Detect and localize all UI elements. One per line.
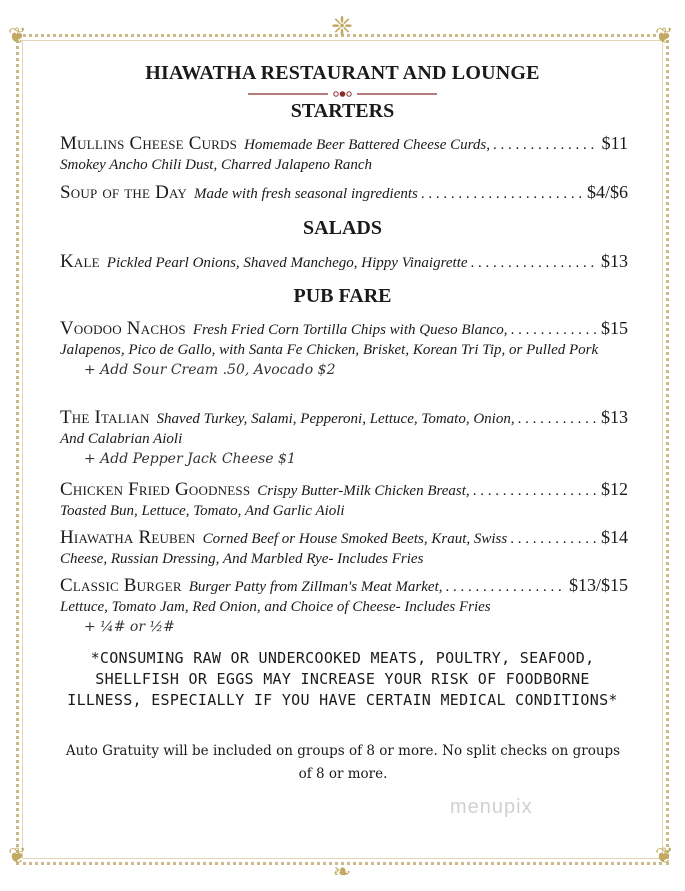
item-description: Shaved Turkey, Salami, Pepperoni, Lettuce, Tomato, Onion, (156, 411, 515, 427)
title-divider (248, 89, 437, 99)
item-price: $11 (601, 133, 628, 153)
leader-dots (493, 137, 598, 154)
item-price: $15 (601, 318, 628, 338)
item-name: Voodoo Nachos (60, 318, 186, 339)
corner-flourish-icon: ❦ (8, 24, 27, 49)
item-price: $13/$15 (568, 575, 628, 595)
leader-dots (471, 255, 597, 272)
section-pub-fare: PUB FARE (293, 285, 392, 307)
item-description: Fresh Fried Corn Tortilla Chips with Queso Blanco, (192, 322, 508, 338)
item-price: $4/$6 (586, 182, 628, 202)
item-description-cont: Smokey Ancho Chili Dust, Charred Jalapeno Ranch (60, 157, 373, 173)
item-addon: + Add Pepper Jack Cheese $1 (84, 451, 296, 467)
menu-item-voodoo-nachos (60, 318, 628, 380)
leader-dots (511, 322, 597, 339)
item-price: $14 (601, 527, 628, 547)
top-ornament-icon: ❈ (331, 12, 353, 42)
item-name: Classic Burger (60, 575, 182, 596)
item-name: Kale (60, 251, 100, 272)
item-description-cont: And Calabrian Aioli (60, 431, 183, 447)
item-description-cont: Lettuce, Tomato Jam, Red Onion, and Choice of Cheese- Includes Fries (60, 599, 491, 615)
item-description: Pickled Pearl Onions, Shaved Manchego, Hippy Vinaigrette (106, 255, 468, 271)
restaurant-title: HIAWATHA RESTAURANT AND LOUNGE (145, 62, 540, 84)
item-name: Mullins Cheese Curds (60, 133, 238, 154)
menu-item-soup (60, 182, 628, 204)
leader-dots (473, 483, 597, 500)
menu-item-the-italian (60, 407, 628, 469)
item-description-cont: Toasted Bun, Lettuce, Tomato, And Garlic Aioli (60, 503, 345, 519)
item-addon: + ¼# or ½# (84, 619, 175, 635)
food-safety-notice: *CONSUMING RAW OR UNDERCOOKED MEATS, POULTRY, SEAFOOD, SHELLFISH OR EGGS MAY INCREASE YOUR RISK OF FOODBORNE ILLNESS, ESPECIALLY IF YOU HAVE CERTAIN MEDICAL CONDITIONS* (67, 649, 618, 709)
item-description: Made with fresh seasonal ingredients (194, 186, 418, 202)
item-addon: + Add Sour Cream .50, Avocado $2 (84, 362, 336, 378)
item-price: $12 (601, 479, 628, 499)
section-salads: SALADS (303, 217, 382, 239)
menu-item-hiawatha-reuben (60, 527, 628, 569)
item-description: Crispy Butter-Milk Chicken Breast, (257, 483, 470, 499)
item-description: Homemade Beer Battered Cheese Curds, (244, 137, 490, 153)
corner-flourish-icon: ❦ (8, 844, 27, 869)
item-name: Hiawatha Reuben (60, 527, 196, 548)
watermark: menupix (450, 796, 533, 818)
item-price: $13 (601, 407, 628, 427)
leader-dots (445, 579, 565, 596)
menu-item-kale (60, 251, 628, 273)
item-name: Chicken Fried Goodness (60, 479, 251, 500)
menu-item-chicken-fried-goodness (60, 479, 628, 521)
item-name: Soup of the Day (60, 182, 188, 203)
leader-dots (510, 531, 597, 548)
item-description: Corned Beef or House Smoked Beets, Kraut, Swiss (202, 531, 508, 547)
corner-flourish-icon: ❦ (655, 844, 674, 869)
item-name: The Italian (60, 407, 150, 428)
bottom-ornament-icon: ❧ (332, 860, 352, 885)
item-price: $13 (601, 251, 628, 271)
leader-dots (518, 411, 597, 428)
item-description-cont: Cheese, Russian Dressing, And Marbled Rye- Includes Fries (60, 551, 424, 567)
section-starters: STARTERS (290, 100, 395, 122)
menu-item-classic-burger (60, 575, 628, 637)
leader-dots (421, 186, 583, 203)
corner-flourish-icon: ❦ (655, 24, 674, 49)
item-description: Burger Patty from Zillman's Meat Market, (188, 579, 443, 595)
gratuity-note: Auto Gratuity will be included on groups of 8 or more. No split checks on groups of 8 or more. (65, 743, 621, 782)
menu-item-cheese-curds (60, 133, 628, 175)
item-description-cont: Jalapenos, Pico de Gallo, with Santa Fe Chicken, Brisket, Korean Tri Tip, or Pulled Pork (60, 342, 599, 358)
